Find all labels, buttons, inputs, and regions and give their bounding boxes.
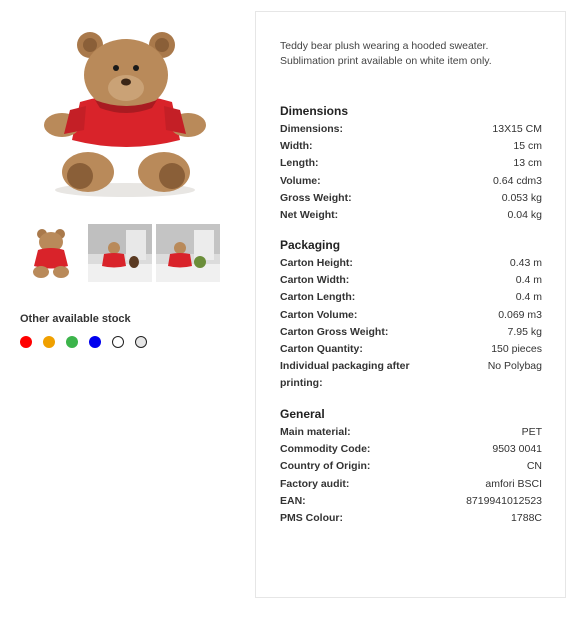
color-swatch-grey[interactable] bbox=[135, 336, 147, 348]
spec-row bbox=[280, 190, 542, 207]
spec-row bbox=[280, 272, 542, 289]
spec-row bbox=[280, 493, 542, 510]
spec-value: No Polybag bbox=[487, 360, 542, 373]
spec-value: CN bbox=[526, 460, 542, 473]
spec-value: 9503 0041 bbox=[492, 443, 542, 456]
color-swatch-blue[interactable] bbox=[89, 336, 101, 348]
dimensions-section bbox=[280, 104, 542, 224]
dimensions-heading: Dimensions bbox=[280, 104, 349, 118]
spec-value: 8719941012523 bbox=[466, 494, 542, 507]
spec-label: Individual packaging after printing: bbox=[280, 360, 410, 390]
spec-row bbox=[280, 255, 542, 272]
color-swatch-red[interactable] bbox=[20, 336, 32, 348]
spec-label: Dimensions: bbox=[280, 123, 344, 135]
spec-label: Commodity Code: bbox=[280, 443, 371, 456]
spec-label: Factory audit: bbox=[280, 477, 350, 490]
general-section bbox=[280, 407, 542, 527]
spec-label: Volume: bbox=[280, 174, 321, 187]
spec-value: amfori BSCI bbox=[485, 477, 542, 490]
spec-row bbox=[280, 324, 542, 341]
spec-row bbox=[280, 207, 542, 224]
packaging-rows bbox=[280, 255, 542, 392]
packaging-heading: Packaging bbox=[280, 238, 341, 252]
description-line-2: Sublimation print available on white item only. bbox=[280, 55, 492, 67]
spec-value: 150 pieces bbox=[491, 343, 542, 356]
spec-row bbox=[280, 289, 542, 306]
other-stock-title: Other available stock bbox=[20, 313, 131, 325]
spec-label: Width: bbox=[280, 140, 313, 153]
dimensions-rows bbox=[280, 121, 542, 224]
spec-value: 0.4 m bbox=[515, 291, 542, 304]
packaging-section bbox=[280, 238, 542, 392]
spec-row bbox=[280, 307, 542, 324]
thumbnail-3[interactable] bbox=[156, 224, 220, 282]
spec-row bbox=[280, 358, 542, 392]
product-details-panel bbox=[255, 11, 566, 598]
spec-label: Main material: bbox=[280, 426, 351, 438]
spec-row bbox=[280, 173, 542, 190]
general-heading: General bbox=[280, 407, 325, 421]
spec-value: 0.43 m bbox=[509, 257, 542, 269]
spec-label: Carton Gross Weight: bbox=[280, 325, 389, 338]
spec-row bbox=[280, 510, 542, 527]
spec-label: Length: bbox=[280, 157, 319, 170]
spec-value: 13 cm bbox=[513, 157, 542, 170]
spec-label: Gross Weight: bbox=[280, 191, 352, 204]
spec-label: Carton Quantity: bbox=[280, 343, 363, 356]
spec-value: 0.04 kg bbox=[507, 209, 542, 222]
spec-row bbox=[280, 121, 542, 138]
spec-value: 0.4 m bbox=[515, 274, 542, 287]
spec-label: EAN: bbox=[280, 494, 306, 507]
spec-value: 15 cm bbox=[513, 140, 542, 153]
spec-label: Carton Volume: bbox=[280, 308, 358, 321]
color-swatches bbox=[20, 336, 147, 348]
description-line-1: Teddy bear plush wearing a hooded sweater. bbox=[280, 40, 489, 52]
spec-row bbox=[280, 341, 542, 358]
spec-row bbox=[280, 155, 542, 172]
product-description bbox=[280, 39, 550, 69]
spec-label: Carton Height: bbox=[280, 257, 353, 269]
product-main-image bbox=[40, 30, 210, 200]
color-swatch-orange[interactable] bbox=[43, 336, 55, 348]
spec-row bbox=[280, 424, 542, 441]
color-swatch-green[interactable] bbox=[66, 336, 78, 348]
spec-value: PET bbox=[521, 426, 542, 438]
spec-row bbox=[280, 441, 542, 458]
spec-value: 0.64 cdm3 bbox=[492, 174, 542, 187]
spec-value: 0.053 kg bbox=[501, 191, 542, 204]
thumbnail-strip bbox=[20, 224, 220, 282]
spec-value: 0.069 m3 bbox=[498, 308, 542, 321]
spec-label: PMS Colour: bbox=[280, 512, 343, 525]
spec-row bbox=[280, 476, 542, 493]
spec-row bbox=[280, 458, 542, 475]
spec-label: Carton Width: bbox=[280, 274, 350, 287]
spec-value: 1788C bbox=[511, 512, 542, 525]
spec-value: 7.95 kg bbox=[507, 325, 542, 338]
general-rows bbox=[280, 424, 542, 527]
thumbnail-1[interactable] bbox=[20, 224, 84, 282]
spec-label: Carton Length: bbox=[280, 291, 356, 304]
spec-label: Net Weight: bbox=[280, 209, 339, 222]
spec-value: 13X15 CM bbox=[492, 123, 542, 135]
spec-label: Country of Origin: bbox=[280, 460, 371, 473]
thumbnail-2[interactable] bbox=[88, 224, 152, 282]
product-gallery bbox=[0, 0, 250, 618]
color-swatch-white[interactable] bbox=[112, 336, 124, 348]
spec-row bbox=[280, 138, 542, 155]
